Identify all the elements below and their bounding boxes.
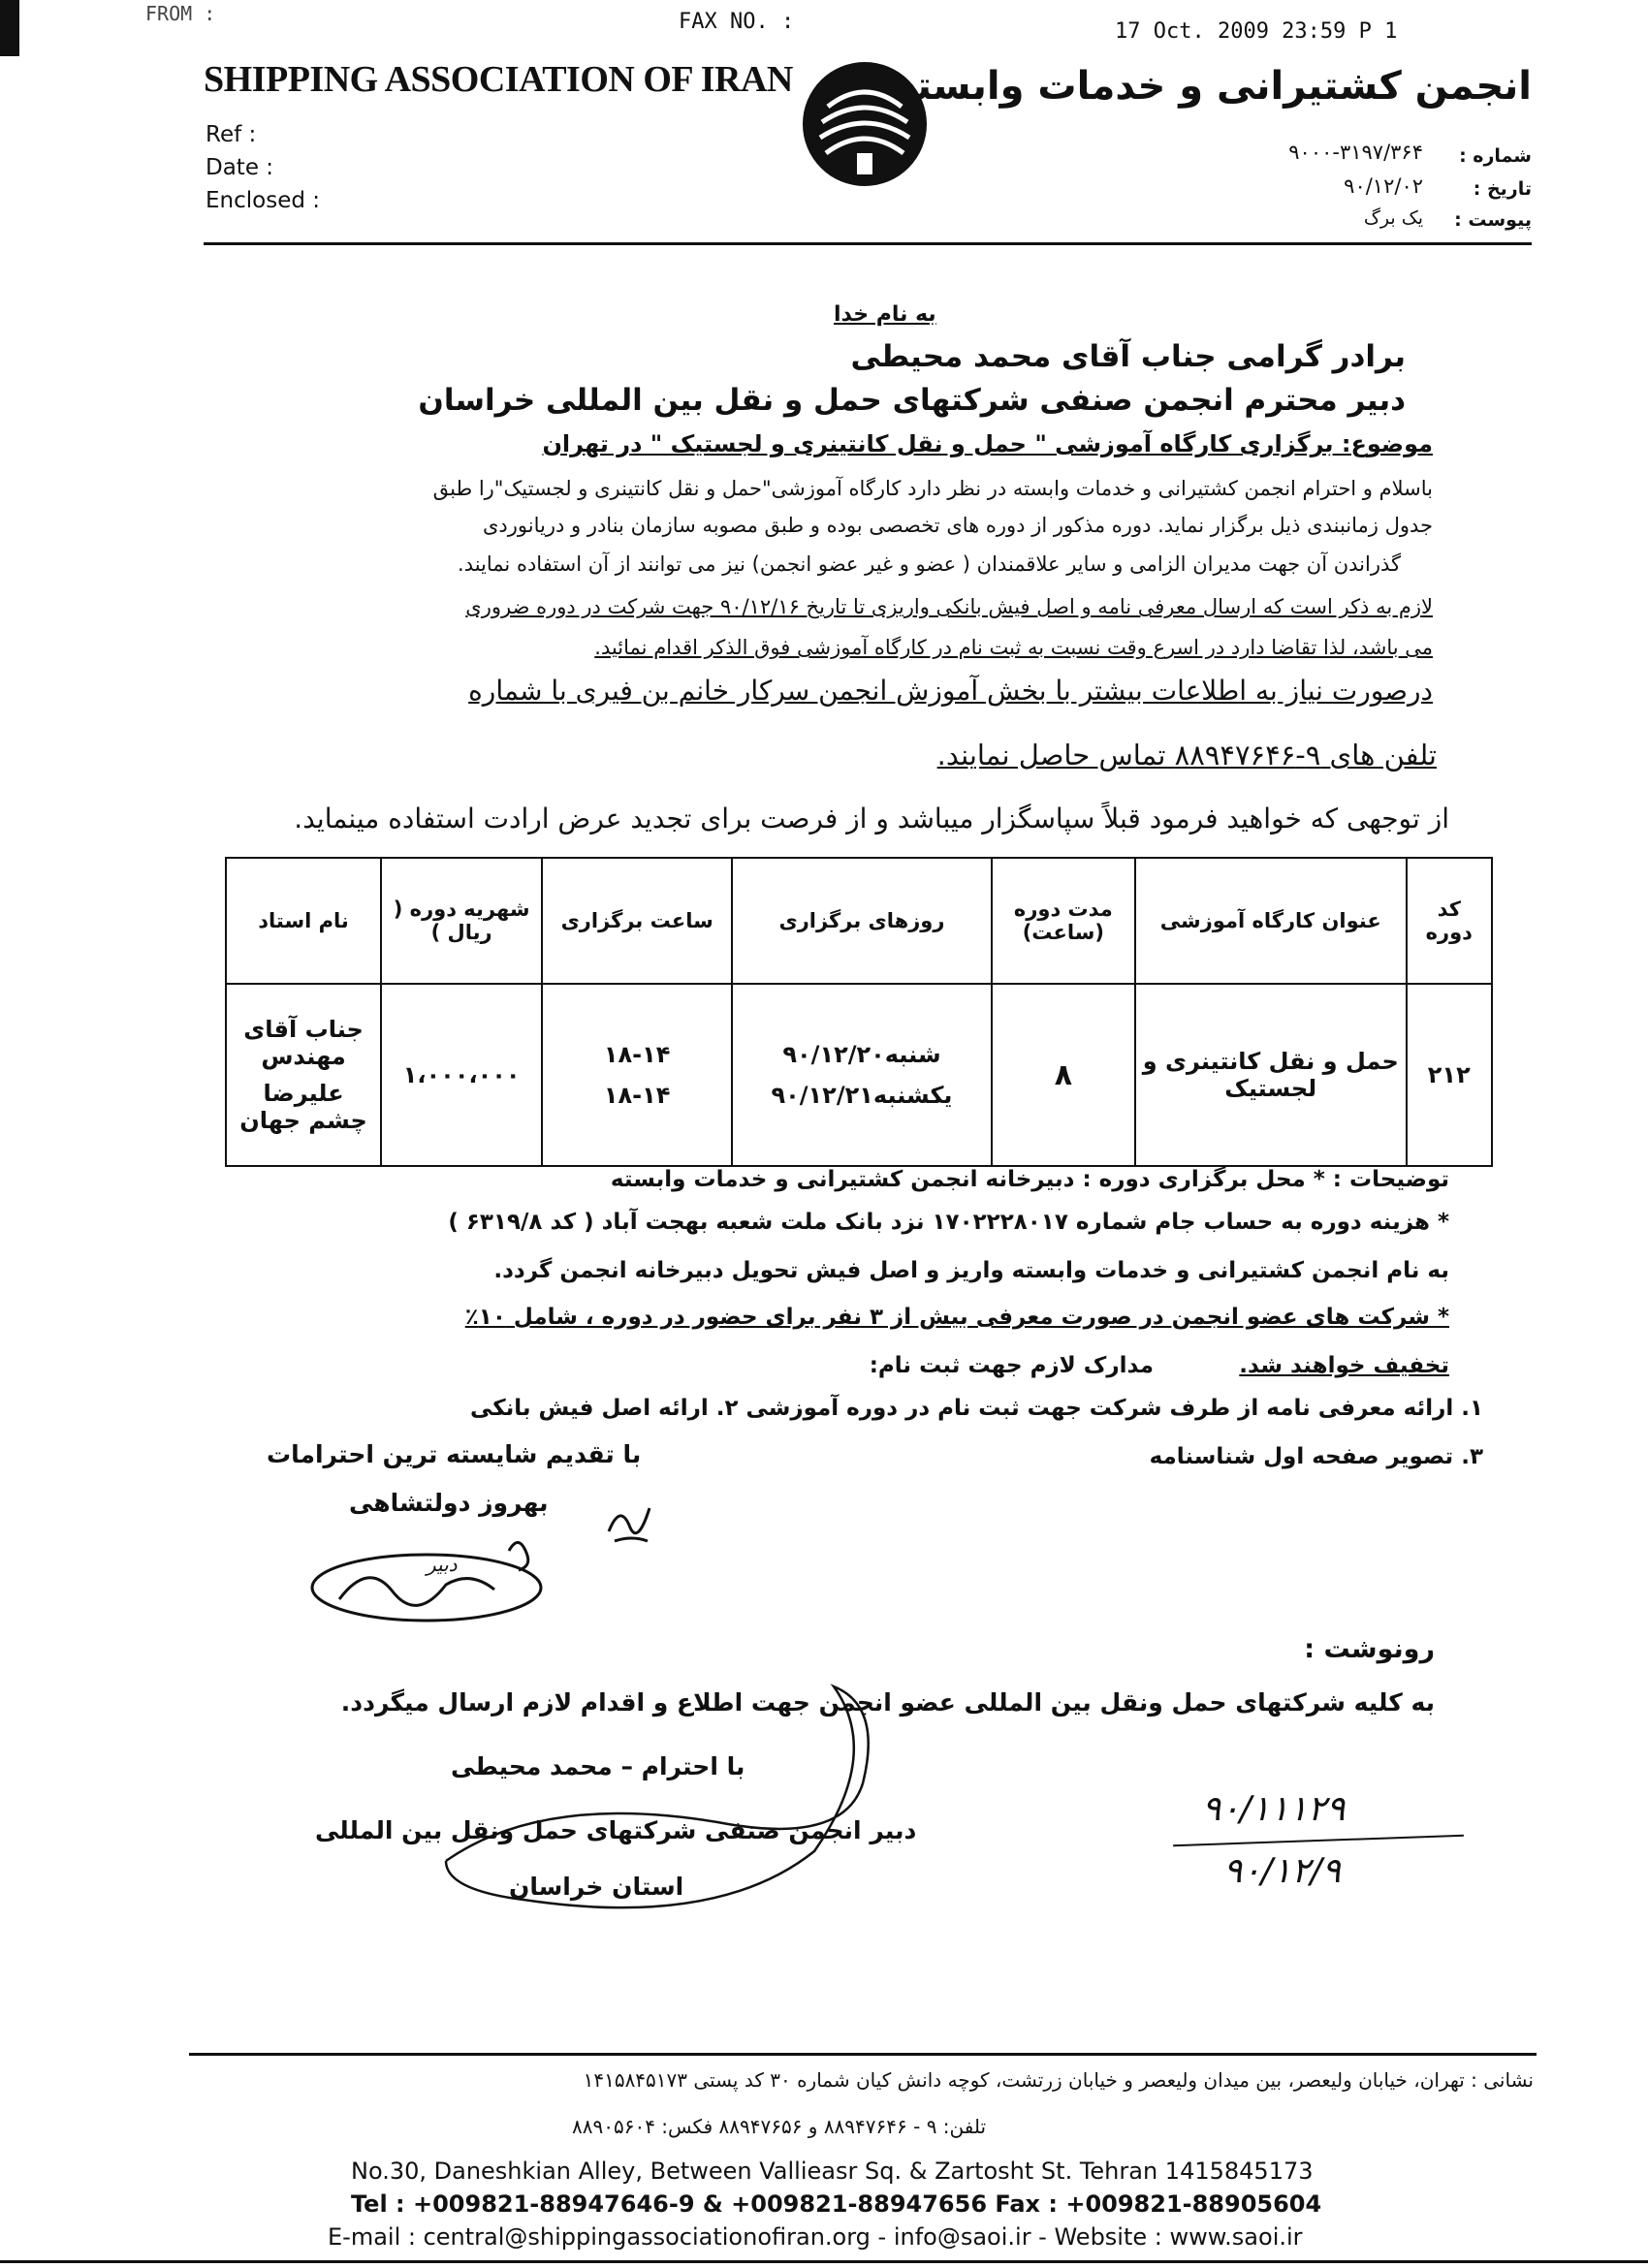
cc-line-3: دبیر انجمن صنفی شرکتهای حمل ونقل بین المللی	[315, 1816, 917, 1844]
handwritten-number-bottom: ۹۰/۱۲/۹	[1223, 1851, 1341, 1891]
basmala: به نام خدا	[834, 302, 936, 327]
recipient-line-1: برادر گرامی جناب آقای محمد محیطی	[850, 339, 1406, 374]
signer-name: بهروز دولتشاهی	[349, 1489, 549, 1517]
cc-line-2: با احترام – محمد محیطی	[451, 1752, 745, 1780]
para2-line2: می باشد، لذا تقاضا دارد در اسرع وقت نسبت به ثبت نام در کارگاه آموزشی فوق الذکر اقدام نمائید.	[594, 636, 1433, 659]
header-instructor: نام استاد	[226, 858, 381, 984]
scan-edge-mark	[0, 0, 19, 56]
subject: موضوع: برگزاری کارگاه آموزشی " حمل و نقل کانتینری و لجستیک " در تهران	[542, 430, 1433, 457]
attach-label: پیوست :	[1454, 209, 1532, 231]
fax-datetime: 17 Oct. 2009 23:59 P 1	[1115, 19, 1398, 44]
footer-address-fa: نشانی : تهران، خیابان ولیعصر، بین میدان ولیعصر و خیابان زرتشت، کوچه دانش کیان شماره ۳۰ کد پستی ۱۴۱۵۸۴۵۱۷۳	[583, 2068, 1534, 2092]
fax-from: FROM :	[145, 2, 216, 25]
cell-hours	[542, 984, 732, 1166]
closing-phrase: با تقدیم شایسته ترین احترامات	[267, 1440, 642, 1468]
cc-signature-loop	[427, 1677, 892, 1929]
date-fa-label: تاریخ :	[1473, 178, 1532, 200]
signature-stamp-title: دبیر	[427, 1553, 458, 1576]
footer-tel-en: Tel : +009821-88947646-9 & +009821-88947656 Fax : +009821-88905604	[351, 2190, 1322, 2218]
initials-scribble	[601, 1493, 659, 1551]
letterhead-divider	[204, 242, 1532, 245]
para1-line3: گذراندن آن جهت مدیران الزامی و سایر علاقمندان ( عضو و غیر عضو انجمن) نیز می توانند از آن استفاده نمایند.	[458, 552, 1401, 576]
doc-item-3: ۳. تصویر صفحه اول شناسنامه	[1149, 1444, 1483, 1469]
para1-line2: جدول زمانبندی ذیل برگزار نماید. دوره مذکور از دوره های تخصصی بوده و طبق مصوبه سازمان بنادر و دریانوردی	[482, 514, 1433, 537]
day-line-1: شنبه۹۰/۱۲/۲۰	[782, 1041, 941, 1068]
day-line-2: یکشنبه۹۰/۱۲/۲۱	[771, 1082, 953, 1109]
para2-line1: لازم به ذکر است که ارسال معرفی نامه و اصل فیش بانکی واریزی تا تاریخ ۹۰/۱۲/۱۶ جهت شرکت در دوره ضروری	[465, 595, 1433, 618]
header-hours: ساعت برگزاری	[542, 858, 732, 984]
attach-value: یک برگ	[1363, 207, 1423, 229]
recipient-line-2: دبیر محترم انجمن صنفی شرکتهای حمل و نقل بین المللی خراسان	[418, 383, 1406, 418]
note-discount: * شرکت های عضو انجمن در صورت معرفی بیش از ۳ نفر برای حضور در دوره ، شامل ۱۰٪	[464, 1305, 1449, 1330]
para3-line1: درصورت نیاز به اطلاعات بیشتر با بخش آموزش انجمن سرکار خانم بن فیری با شماره	[468, 675, 1433, 707]
cell-fee: ۱،۰۰۰،۰۰۰	[381, 984, 542, 1166]
note-payment-cont: به نام انجمن کشتیرانی و خدمات وابسته واریز و اصل فیش تحویل دبیرخانه انجمن گردد.	[493, 1258, 1449, 1283]
para1-line1: باسلام و احترام انجمن کشتیرانی و خدمات وابسته در نظر دارد کارگاه آموزشی"حمل و نقل کانتینری و لجستیک"را طبق	[432, 477, 1433, 500]
footer-bottom-rule	[0, 2260, 1648, 2263]
cc-label: رونوشت :	[1304, 1634, 1435, 1664]
course-table	[225, 857, 1493, 1167]
org-name-fa: انجمن کشتیرانی و خدمات وابسته	[893, 64, 1532, 109]
para4: از توجهی که خواهید فرمود قبلاً سپاسگزار میباشد و از فرصت برای تجدید عرض ارادت استفاده مینماید.	[294, 803, 1449, 835]
footer-email-en: E-mail : central@shippingassociationofiran.org - info@saoi.ir - Website : www.saoi.ir	[328, 2223, 1303, 2251]
number-value: ۹۰۰۰-۳۱۹۷/۳۶۴	[1288, 141, 1423, 164]
header-title: عنوان کارگاه آموزشی	[1135, 858, 1407, 984]
cc-line-1: به کلیه شرکتهای حمل ونقل بین المللی عضو انجمن جهت اطلاع و اقدام لازم ارسال میگردد.	[340, 1688, 1435, 1717]
footer-divider	[189, 2053, 1537, 2056]
date-label: Date :	[206, 155, 274, 180]
ref-label: Ref :	[206, 122, 257, 147]
org-name-en: SHIPPING ASSOCIATION OF IRAN	[204, 59, 793, 100]
footer-tel-fa: تلفن: ۹ - ۸۸۹۴۷۶۴۶ و ۸۸۹۴۷۶۵۶ فکس: ۸۸۹۰۵۶۰۴	[572, 2115, 987, 2138]
enclosed-label: Enclosed :	[206, 188, 321, 213]
table-header-row	[226, 858, 1492, 984]
cell-title: حمل و نقل کانتینری و لجستیک	[1135, 984, 1407, 1166]
header-days: روزهای برگزاری	[732, 858, 992, 984]
handwritten-number-top: ۹۰/۱۱۱۲۹	[1202, 1789, 1346, 1829]
cell-code: ۲۱۲	[1407, 984, 1492, 1166]
table-row	[226, 984, 1492, 1166]
header-code: کد دوره	[1407, 858, 1492, 984]
doc-item-1-2: ۱. ارائه معرفی نامه از طرف شرکت جهت ثبت نام در دوره آموزشی ۲. ارائه اصل فیش بانکی	[469, 1396, 1483, 1421]
number-label: شماره :	[1459, 145, 1532, 167]
note-location: توضیحات : * محل برگزاری دوره : دبیرخانه انجمن کشتیرانی و خدمات وابسته	[610, 1167, 1449, 1192]
cell-instructor	[226, 984, 381, 1166]
note-discount-cont: تخفیف خواهند شد.	[1239, 1353, 1449, 1378]
cc-line-4: استان خراسان	[509, 1873, 684, 1901]
cell-duration: ۸	[992, 984, 1135, 1166]
instructor-line-2: علیرضا چشم جهان	[239, 1080, 367, 1134]
instructor-line-1: جناب آقای مهندس	[243, 1016, 364, 1070]
signature-scribble	[301, 1531, 582, 1638]
header-fee: شهریه دوره ( ریال )	[381, 858, 542, 984]
hours-line-2: ۱۸-۱۴	[603, 1082, 671, 1109]
footer-address-en: No.30, Daneshkian Alley, Between Vallieasr Sq. & Zartosht St. Tehran 1415845173	[351, 2158, 1314, 2185]
cell-days	[732, 984, 992, 1166]
note-payment: * هزینه دوره به حساب جام شماره ۱۷۰۲۲۲۸۰۱۷ نزد بانک ملت شعبه بهجت آباد ( کد ۶۳۱۹/۸ )	[448, 1210, 1449, 1235]
date-fa-value: ۹۰/۱۲/۰۲	[1344, 174, 1423, 198]
header-duration: مدت دوره (ساعت)	[992, 858, 1135, 984]
para3-line2: تلفن های ۹-۸۸۹۴۷۶۴۶ تماس حاصل نمایند.	[936, 739, 1437, 772]
fax-number-label: FAX NO. :	[679, 10, 795, 34]
hours-line-1: ۱۸-۱۴	[603, 1041, 671, 1068]
docs-title: مدارک لازم جهت ثبت نام:	[869, 1353, 1154, 1378]
handwritten-fraction-line	[1173, 1835, 1464, 1846]
